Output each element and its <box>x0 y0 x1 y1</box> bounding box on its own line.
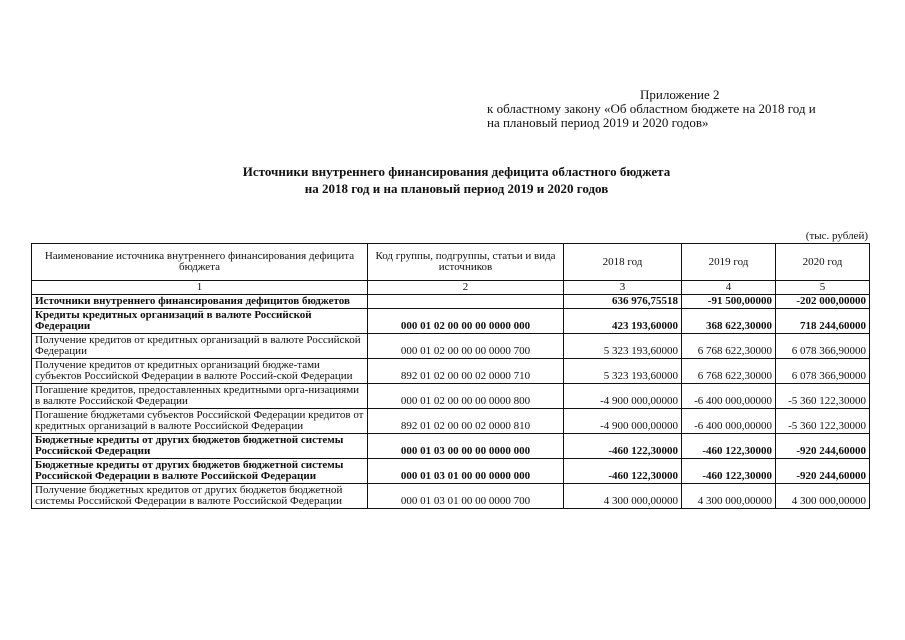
appendix-number: Приложение 2 <box>640 87 720 102</box>
header-row <box>32 244 870 281</box>
financing-table <box>31 243 870 509</box>
row-value-2020: 718 244,60000 <box>776 309 870 334</box>
row-value-2018: 636 976,75518 <box>564 295 682 309</box>
row-value-2019: 4 300 000,00000 <box>682 484 776 509</box>
row-value-2020: 6 078 366,90000 <box>776 359 870 384</box>
header-2020: 2020 год <box>776 244 870 281</box>
row-code: 892 01 02 00 00 02 0000 810 <box>368 409 564 434</box>
title-line-1: Источники внутреннего финансирования дефицита областного бюджета <box>242 164 671 179</box>
row-value-2018: -460 122,30000 <box>564 434 682 459</box>
title-line-2: на 2018 год и на плановый период 2019 и 2020 годов <box>304 181 609 196</box>
row-value-2020: -920 244,60000 <box>776 459 870 484</box>
table-row <box>32 359 870 384</box>
row-value-2018: -4 900 000,00000 <box>564 384 682 409</box>
row-value-2019: 6 768 622,30000 <box>682 359 776 384</box>
row-value-2018: 5 323 193,60000 <box>564 359 682 384</box>
row-name: Источники внутреннего финансирования дефицитов бюджетов <box>32 295 368 309</box>
table-row <box>32 334 870 359</box>
row-value-2019: -6 400 000,00000 <box>682 384 776 409</box>
header-name: Наименование источника внутреннего финансирования дефицита бюджета <box>32 244 368 281</box>
row-code: 000 01 02 00 00 00 0000 700 <box>368 334 564 359</box>
table-row <box>32 384 870 409</box>
row-value-2020: -202 000,00000 <box>776 295 870 309</box>
appendix-law-ref: к областному закону «Об областном бюджете на 2018 год и <box>487 101 816 116</box>
row-code: 000 01 03 01 00 00 0000 700 <box>368 484 564 509</box>
col-num-5: 5 <box>776 281 870 295</box>
header-2018: 2018 год <box>564 244 682 281</box>
col-num-1: 1 <box>32 281 368 295</box>
row-name: Получение бюджетных кредитов от других бюджетов бюджетной системы Российской Федерации в валюте Российской Федерации <box>32 484 368 509</box>
row-name: Бюджетные кредиты от других бюджетов бюджетной системы Российской Федерации в валюте Российской Федерации <box>32 459 368 484</box>
row-value-2018: -4 900 000,00000 <box>564 409 682 434</box>
row-value-2018: -460 122,30000 <box>564 459 682 484</box>
row-value-2019: -6 400 000,00000 <box>682 409 776 434</box>
row-value-2019: -460 122,30000 <box>682 434 776 459</box>
table-row <box>32 484 870 509</box>
row-value-2018: 5 323 193,60000 <box>564 334 682 359</box>
table-header <box>32 244 870 295</box>
row-value-2020: -5 360 122,30000 <box>776 409 870 434</box>
col-num-3: 3 <box>564 281 682 295</box>
column-number-row <box>32 281 870 295</box>
header-2019: 2019 год <box>682 244 776 281</box>
row-code: 000 01 02 00 00 00 0000 000 <box>368 309 564 334</box>
row-value-2020: -5 360 122,30000 <box>776 384 870 409</box>
row-value-2020: 6 078 366,90000 <box>776 334 870 359</box>
row-code: 000 01 03 01 00 00 0000 000 <box>368 459 564 484</box>
table-row <box>32 295 870 309</box>
row-name: Погашение кредитов, предоставленных кредитными орга-низациями в валюте Российской Федерации <box>32 384 368 409</box>
row-value-2019: 368 622,30000 <box>682 309 776 334</box>
row-name: Получение кредитов от кредитных организаций бюдже-тами субъектов Российской Федерации в валюте Россий-ской Федерации <box>32 359 368 384</box>
col-num-4: 4 <box>682 281 776 295</box>
row-value-2019: -460 122,30000 <box>682 459 776 484</box>
row-code: 892 01 02 00 00 02 0000 710 <box>368 359 564 384</box>
row-value-2018: 423 193,60000 <box>564 309 682 334</box>
row-code <box>368 295 564 309</box>
row-value-2020: 4 300 000,00000 <box>776 484 870 509</box>
table-row <box>32 409 870 434</box>
row-code: 000 01 03 00 00 00 0000 000 <box>368 434 564 459</box>
units-label: (тыс. рублей) <box>805 230 868 242</box>
table-row <box>32 459 870 484</box>
row-name: Бюджетные кредиты от других бюджетов бюджетной системы Российской Федерации <box>32 434 368 459</box>
appendix-note <box>487 88 816 130</box>
row-name: Кредиты кредитных организаций в валюте Российской Федерации <box>32 309 368 334</box>
row-code: 000 01 02 00 00 00 0000 800 <box>368 384 564 409</box>
row-value-2019: -91 500,00000 <box>682 295 776 309</box>
row-value-2019: 6 768 622,30000 <box>682 334 776 359</box>
row-value-2018: 4 300 000,00000 <box>564 484 682 509</box>
col-num-2: 2 <box>368 281 564 295</box>
row-value-2020: -920 244,60000 <box>776 434 870 459</box>
row-name: Погашение бюджетами субъектов Российской Федерации кредитов от кредитных организаций в валюте Российской Федерации <box>32 409 368 434</box>
appendix-law-ref-cont: на плановый период 2019 и 2020 годов» <box>487 115 709 130</box>
table-row <box>32 309 870 334</box>
header-code: Код группы, подгруппы, статьи и вида источников <box>368 244 564 281</box>
table-row <box>32 434 870 459</box>
document-title <box>0 163 905 197</box>
table-body <box>32 295 870 509</box>
row-name: Получение кредитов от кредитных организаций в валюте Российской Федерации <box>32 334 368 359</box>
